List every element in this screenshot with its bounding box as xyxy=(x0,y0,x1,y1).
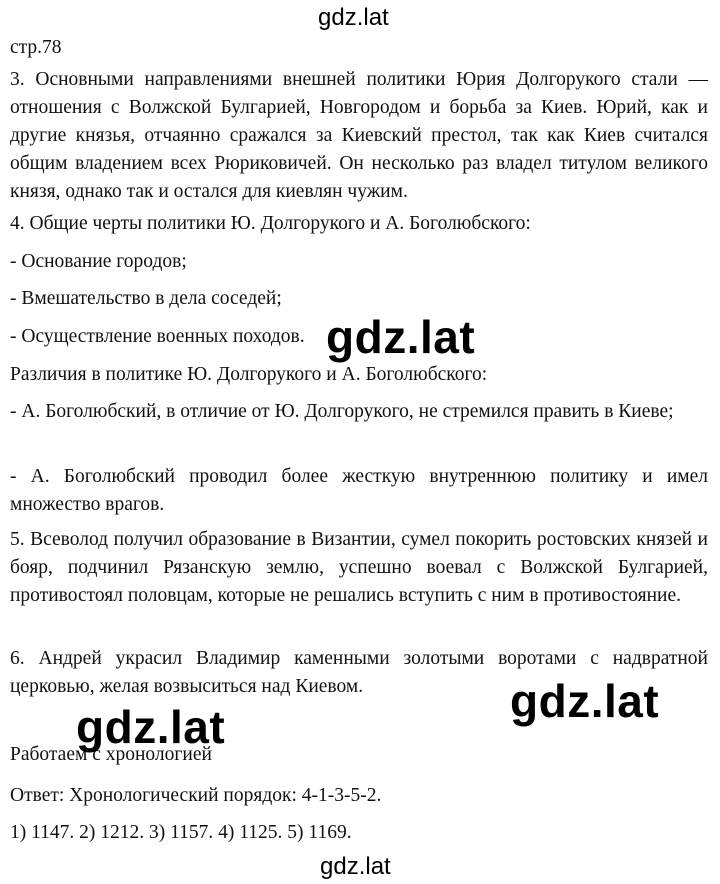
watermark-left: gdz.lat xyxy=(76,701,226,753)
chronology-answer: Ответ: Хронологический порядок: 4-1-3-5-2. xyxy=(10,785,382,806)
watermark-right: gdz.lat xyxy=(510,675,660,727)
differences-intro: Различия в политике Ю. Долгорукого и А. Боголюбского: xyxy=(10,364,488,385)
common-trait-1: - Основание городов; xyxy=(10,251,187,272)
page-reference: стр.78 xyxy=(10,37,62,58)
answer-3: 3. Основными направлениями внешней политики Юрия Долгорукого стали — отношения с Волжской Булгарией, Новгородом и борьба за Киев. Юрий, как и другие князья, отчаянно сражался за Киевский престол, так как Киев считался общим владением всех Рюриковичей. Он несколько раз владел титулом великого князя, однако так и остался для киевлян чужим. xyxy=(10,69,708,202)
watermark-bottom: gdz.lat xyxy=(320,853,391,880)
chronology-title: Работаем с хронологией xyxy=(10,744,212,765)
watermark-mid: gdz.lat xyxy=(326,311,476,363)
difference-1: - А. Боголюбский, в отличие от Ю. Долгорукого, не стремился править в Киеве; xyxy=(10,401,674,422)
answer-4-intro: 4. Общие черты политики Ю. Долгорукого и А. Боголюбского: xyxy=(10,213,531,234)
chronology-dates: 1) 1147. 2) 1212. 3) 1157. 4) 1125. 5) 1169. xyxy=(10,822,352,843)
difference-2: - А. Боголюбский проводил более жесткую внутреннюю политику и имел множество врагов. xyxy=(10,466,708,515)
common-trait-2: - Вмешательство в дела соседей; xyxy=(10,288,282,309)
watermark-top: gdz.lat xyxy=(318,4,389,31)
answer-6: 6. Андрей украсил Владимир каменными золотыми воротами с надвратной церковью, желая возвыситься над Киевом. xyxy=(10,648,708,697)
common-trait-3: - Осуществление военных походов. xyxy=(10,326,305,347)
answer-5: 5. Всеволод получил образование в Византии, сумел покорить ростовских князей и бояр, подчинил Рязанскую землю, успешно воевал с Волжской Булгарией, противостоял половцам, которые не решались вступить с ним в противостояние. xyxy=(10,529,708,606)
